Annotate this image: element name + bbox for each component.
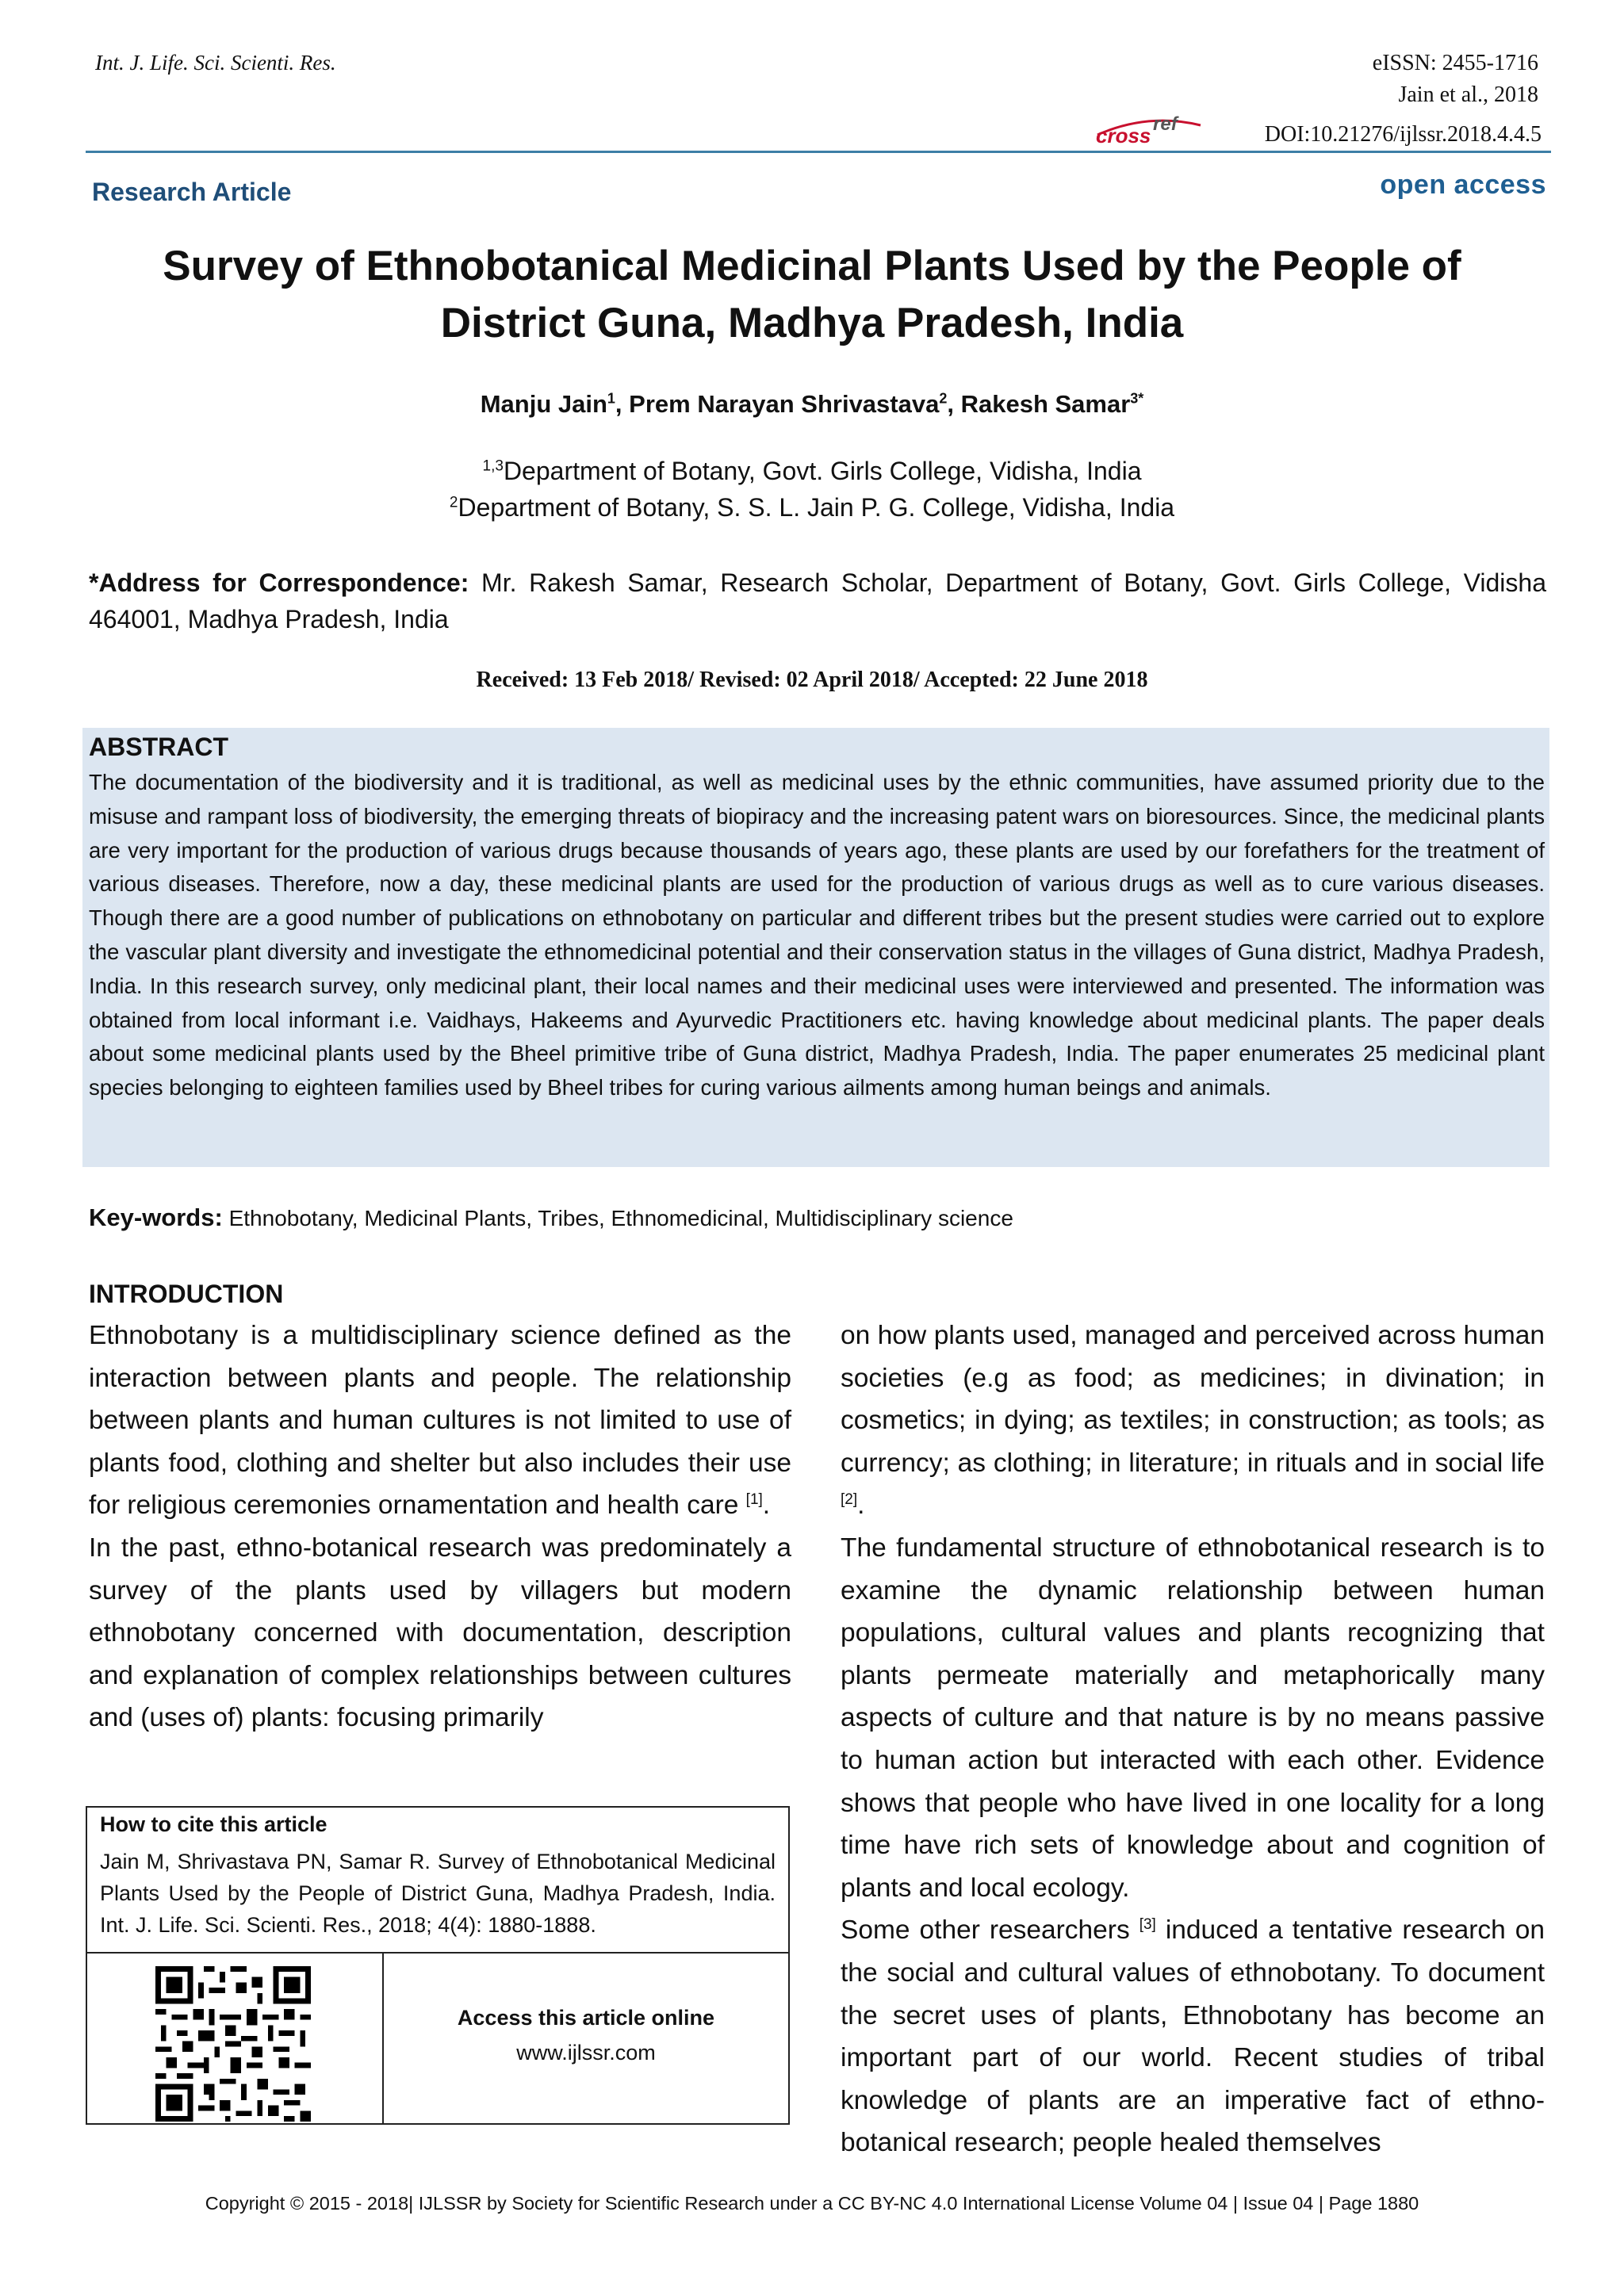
paragraph-text: on how plants used, managed and perceived across human societies (e.g as food; as medicines; in divination; in cosmetics; in dying; as textiles; in construction; as tools; as currency; as clothing; in literature; in rituals and in social life: [841, 1321, 1545, 1478]
section-heading-introduction: INTRODUCTION: [89, 1280, 284, 1308]
cite-text: Jain M, Shrivastava PN, Samar R. Survey of Ethnobotanical Medicinal Plants Used by the People of District Guna, Madhya Pradesh, India. Int. J. Life. Sci. Scienti. Res., 2018; 4(4): 1880-1888.: [100, 1850, 776, 1937]
citation-short: [1398, 82, 1538, 108]
author-affil-marker: 2: [939, 390, 948, 407]
author-affil-marker: 1: [607, 390, 615, 407]
header-rule: [86, 151, 1551, 153]
affiliation-text: Department of Botany, S. S. L. Jain P. G. College, Vidisha, India: [458, 493, 1175, 522]
body-column-right: [841, 1314, 1545, 2164]
citation-ref[interactable]: [2]: [841, 1491, 858, 1509]
abstract-heading: ABSTRACT: [89, 733, 228, 761]
paragraph-text: Ethnobotany is a multidisciplinary science defined as the interaction between plants and people. The relationship between plants and human cultures is not limited to use of plants food, clothing and shelter but also includes their use for religious ceremonies ornamentation and health care: [89, 1321, 791, 1521]
affiliation-marker: 1,3: [482, 457, 504, 475]
affiliation-text: Department of Botany, Govt. Girls College, Vidisha, India: [503, 457, 1142, 485]
body-paragraph: [89, 1314, 791, 1527]
journal-name: Int. J. Life. Sci. Scienti. Res.: [95, 51, 336, 75]
cite-box-divider: [382, 1953, 384, 2124]
page-footer: Copyright © 2015 - 2018| IJLSSR by Society for Scientific Research under a CC BY-NC 4.0 International License Volume 04 | Issue 04 | Page 1880: [205, 2193, 1419, 2214]
paragraph-text: induced a tentative research on the social and cultural values of ethnobotany. To document the secret uses of plants, Ethnobotany has become an important part of our world. Recent studies of tribal knowledge of plants are an imperative fact of ethno-botanical research; people healed themselves: [841, 1915, 1545, 2158]
author-separator: ,: [615, 390, 630, 418]
body-paragraph: The fundamental structure of ethnobotanical research is to examine the dynamic relationship between human populations, cultural values and plants recognizing that plants permeate materially and metaphorically many aspects of culture and that nature is by no means passive to human action but interacted with each other. Evidence shows that people who have lived in one locality for a long time have rich sets of knowledge about and cognition of plants and local ecology.: [841, 1533, 1545, 1903]
citation-short-text: Jain et al., 2018: [1398, 82, 1538, 107]
svg-text:ref: ref: [1153, 113, 1178, 135]
svg-text:cross: cross: [1096, 124, 1151, 147]
author-list: [95, 390, 1529, 419]
affiliation: [95, 457, 1529, 486]
paragraph-end: .: [857, 1490, 865, 1521]
journal-url-link[interactable]: www.ijlssr.com: [516, 2041, 656, 2064]
access-online-label: Access this article online: [457, 2006, 715, 2030]
citation-ref[interactable]: [3]: [1139, 1916, 1156, 1934]
paragraph-end: .: [762, 1490, 771, 1521]
keywords-label: Key-words:: [89, 1203, 223, 1231]
author-name: Prem Narayan Shrivastava: [629, 390, 940, 418]
qr-code-icon[interactable]: [155, 1966, 311, 2122]
body-column-left: [89, 1314, 791, 1739]
affiliation: [95, 493, 1529, 522]
correspondence-label: *Address for Correspondence:: [89, 568, 469, 597]
abstract-text: The documentation of the biodiversity and it is traditional, as well as medicinal uses by the ethnic communities, have assumed priority due to the misuse and rampant loss of biodiversity, the emerging threats of biopiracy and the increasing patent wars on bioresources. Since, the medicinal plants are very important for the production of various drugs because thousands of years ago, these plants are used by our forefathers for the treatment of various diseases. Therefore, now a day, these medicinal plants are used for the production of various drugs as well as to cure various diseases. Though there are a good number of publications on ethnobotany on particular and different tribes but the present studies were carried out to explore the vascular plant diversity and investigate the ethnomedicinal potential and their conservation status in the villages of Guna district, Madhya Pradesh, India. In this research survey, only medicinal plant, their local names and their medicinal uses were interviewed and presented. The information was obtained from local informant i.e. Vaidhays, Hakeems and Ayurvedic Practitioners etc. having knowledge about medicinal plants. The paper deals about some medicinal plants used by the Bheel primitive tribe of Guna district, Madhya Pradesh, India. The paper enumerates 25 medicinal plant species belonging to eighteen families used by Bheel tribes for curing various ailments among human beings and animals.: [89, 770, 1545, 1100]
author-separator: ,: [947, 390, 961, 418]
author-name: Rakesh Samar: [960, 390, 1131, 418]
cite-box-divider: [86, 1952, 790, 1954]
body-paragraph: [841, 1909, 1545, 2164]
body-paragraph: [841, 1314, 1545, 1527]
correspondence-address: [89, 564, 1546, 637]
keywords: [89, 1203, 1540, 1232]
article-title: Survey of Ethnobotanical Medicinal Plants Used by the People of District Guna, Madhya Pradesh, India: [163, 243, 1461, 346]
correspondence-text: Mr. Rakesh Samar, Research Scholar, Department of Botany, Govt. Girls College, Vidisha 464001, Madhya Pradesh, India: [89, 568, 1547, 633]
author-name: Manju Jain: [480, 390, 607, 418]
crossref-logo: [1093, 111, 1205, 147]
keywords-text: Ethnobotany, Medicinal Plants, Tribes, Ethnomedicinal, Multidisciplinary science: [222, 1206, 1013, 1230]
paragraph-text: Some other researchers: [841, 1915, 1139, 1946]
article-type: Research Article: [92, 178, 292, 206]
submission-dates: Received: 13 Feb 2018/ Revised: 02 April 2018/ Accepted: 22 June 2018: [476, 668, 1148, 692]
citation-ref[interactable]: [1]: [745, 1491, 763, 1509]
body-paragraph: In the past, ethno-botanical research was predominately a survey of the plants used by villagers but modern ethnobotany concerned with documentation, description and explanation of complex relationships between cultures and (uses of) plants: focusing primarily: [89, 1533, 791, 1733]
author-affil-marker: 3*: [1130, 390, 1144, 407]
affiliation-marker: 2: [449, 494, 458, 511]
open-access-logo: open access: [1380, 170, 1546, 200]
eissn: eISSN: 2455-1716: [1372, 51, 1538, 75]
doi[interactable]: DOI:10.21276/ijlssr.2018.4.4.5: [1264, 122, 1542, 147]
cite-heading: How to cite this article: [100, 1812, 327, 1836]
